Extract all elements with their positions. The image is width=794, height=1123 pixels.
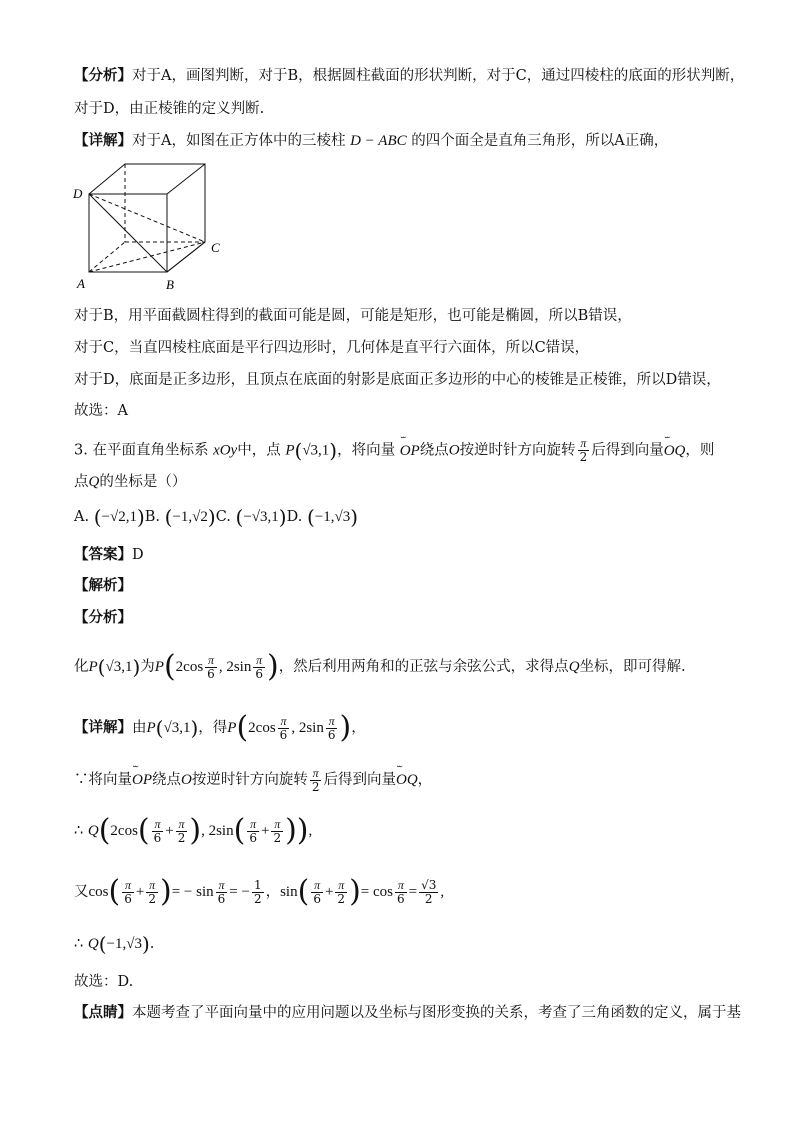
q3-t3: ，将向量 <box>337 442 396 459</box>
step3-therefore: ∴ <box>74 823 84 839</box>
q3-t2: 中，点 <box>237 442 281 459</box>
fx-wei: 为 <box>140 659 155 675</box>
step5-coord: −1,√3 <box>106 936 142 952</box>
line-b <box>74 306 632 326</box>
q3-pcoord: √3,1 <box>302 442 330 459</box>
answer-label: 【答案】 <box>74 546 132 563</box>
edge-DB <box>89 194 167 272</box>
fx-line: 化P(√3,1)为P(2cos $\frac{\pi}{6}$ , 2sin $\frac{\pi}{6}$ )，然后利用两角和的正弦与余弦公式，求得点Q坐标，即可得解. <box>74 649 686 684</box>
detail-a-pre: 对于A，如图在正方体中的三棱柱 <box>132 133 346 149</box>
q3-t8: 点 <box>74 474 89 490</box>
option-b-label: B. <box>144 509 161 525</box>
choose-1-text: 故选：A <box>74 403 128 419</box>
xj-you: 由 <box>132 720 147 736</box>
analysis-line-1 <box>74 66 744 86</box>
xj-line: 【详解】由P(√3,1)，得P(2cos $\frac{\pi}{6}$ , 2sin $\frac{\pi}{6}$ )， <box>74 710 366 745</box>
option-b: −1,√2 <box>172 509 208 525</box>
cube-figure <box>70 160 250 292</box>
q3-O: O <box>448 442 460 459</box>
option-c-label: C. <box>215 509 231 525</box>
q3-P: P <box>285 442 295 459</box>
line-c <box>74 338 589 358</box>
edge-DC <box>89 194 205 242</box>
option-c: −√3,1 <box>243 509 279 525</box>
option-a-label: A. <box>74 509 90 525</box>
dianjing-line <box>74 1003 741 1023</box>
line-c-text: 对于C，当直四棱柱底面是平行四边形时，几何体是直平行六面体，所以C错误， <box>74 340 590 356</box>
xj-de: ，得 <box>198 720 228 736</box>
choose-1 <box>74 401 128 421</box>
detail-line-a <box>74 131 668 151</box>
q3-Q: Q <box>88 474 100 490</box>
step4-sep: ， <box>265 884 281 900</box>
choose-2-text: 故选：D. <box>74 974 134 990</box>
choose-2 <box>74 972 133 992</box>
answer-value: D <box>132 547 144 563</box>
step4-line: 又cos( $\frac{\pi}{6}$ + $\frac{\pi}{2}$ )= − sin $\frac{\pi}{6}$ = − $\frac{1}{2}$ ，sin( $\frac{\pi}{6}$ + $\frac{\pi}{2}$ )= cos $\frac{\pi}{6}$ = $\frac{√3}{2}$ , <box>74 874 445 909</box>
option-d: −1,√3 <box>314 509 351 525</box>
q3-xoy: xOy <box>213 442 238 459</box>
detail-label: 【详解】 <box>74 132 132 149</box>
step2-end: ， <box>417 772 433 788</box>
step2-rest3: 后得到向量 <box>323 772 396 788</box>
analysis-line-2 <box>74 99 264 119</box>
label-D: D <box>73 186 83 201</box>
label-C: C <box>211 240 220 255</box>
analysis-label: 【分析】 <box>74 67 132 84</box>
cube-top-right-edge <box>167 164 205 194</box>
fx-Q: Q <box>568 659 580 675</box>
cube-hidden-back <box>89 242 125 272</box>
line-b-text: 对于B，用平面截圆柱得到的截面可能是圆，可能是矩形，也可能是椭圆，所以B错误， <box>74 308 632 324</box>
step4-you: 又 <box>74 884 89 900</box>
label-A: A <box>77 276 85 291</box>
q3-line-2 <box>74 472 186 492</box>
option-a: −√2,1 <box>101 509 137 525</box>
fx-hua: 化 <box>74 659 89 675</box>
q3-vec-OP: ˘˘ OP <box>400 439 420 463</box>
q3-options: A. (−√2,1)B. (−1,√2)C. (−√3,1)D. (−1,√3) <box>74 505 359 529</box>
jiexi-label: 【解析】 <box>74 577 132 594</box>
dianjing-text: 本题考查了平面向量中的应用问题以及坐标与图形变换的关系，考查了三角函数的定义，属于基 <box>132 1005 741 1021</box>
fx-rest: ，然后利用两角和的正弦与余弦公式，求得点 <box>278 659 569 675</box>
q3-vec-OQ: ˘˘ OQ <box>664 439 686 463</box>
q3-t5: 按逆时针方向旋转 <box>459 442 576 459</box>
label-B: B <box>166 277 174 292</box>
q3-t9: 的坐标是（） <box>99 474 187 490</box>
xj-label: 【详解】 <box>74 719 132 736</box>
q3-t7: ，则 <box>685 442 715 459</box>
q3-number: 3. <box>74 442 88 459</box>
step2-line: ∵将向量˘˘ OP绕点O按逆时针方向旋转 $\frac{\pi}{2}$ 后得到向量˘˘ OQ， <box>74 766 432 794</box>
step2-because: ∵将向量 <box>74 772 132 788</box>
q3-t6: 后得到向量 <box>591 442 664 459</box>
q3-line-1: 3. 在平面直角坐标系 xOy中，点 P(√3,1)，将向量 ˘˘ OP绕点O按逆时针方向旋转 $\frac{\pi}{2}$ 后得到向量˘˘ OQ，则 <box>74 437 714 464</box>
frac-num: π <box>578 437 590 451</box>
xj-comma: ， <box>351 720 366 736</box>
q3-angle-frac <box>578 437 590 464</box>
step5-line: ∴ Q(−1,√3). <box>74 932 155 956</box>
step5-therefore: ∴ <box>74 936 84 952</box>
fx-end: 坐标，即可得解. <box>579 659 686 675</box>
prism-name: D − ABC <box>350 133 407 149</box>
q3-t4: 绕点 <box>419 442 449 459</box>
step2-rest2: 按逆时针方向旋转 <box>191 772 308 788</box>
option-d-label: D. <box>286 509 303 525</box>
step3-line: ∴ Q(2cos( $\frac{\pi}{6}$ + $\frac{\pi}{2}$ ), 2sin( $\frac{\pi}{6}$ + $\frac{\pi}{2}$ )), <box>74 813 313 848</box>
q3-t1: 在平面直角坐标系 <box>92 442 209 459</box>
step2-rest: 绕点 <box>152 772 181 788</box>
line-d-text: 对于D，底面是正多边形，且顶点在底面的射影是底面正多边形的中心的棱锥是正棱锥，所以D错误， <box>74 372 721 388</box>
line-d <box>74 370 721 390</box>
analysis-text-1: 对于A，画图判断，对于B，根据圆柱截面的形状判断，对于C，通过四棱柱的底面的形状判断， <box>132 68 745 84</box>
analysis-text-2: 对于D，由正棱锥的定义判断. <box>74 101 265 117</box>
dianjing-label: 【点睛】 <box>74 1004 132 1021</box>
detail-a-post: 的四个面全是直角三角形，所以A正确， <box>411 133 669 149</box>
step5-end: . <box>149 936 155 952</box>
frac-den: 2 <box>579 450 588 464</box>
fenxi-label: 【分析】 <box>74 609 132 626</box>
answer-line <box>74 545 144 565</box>
